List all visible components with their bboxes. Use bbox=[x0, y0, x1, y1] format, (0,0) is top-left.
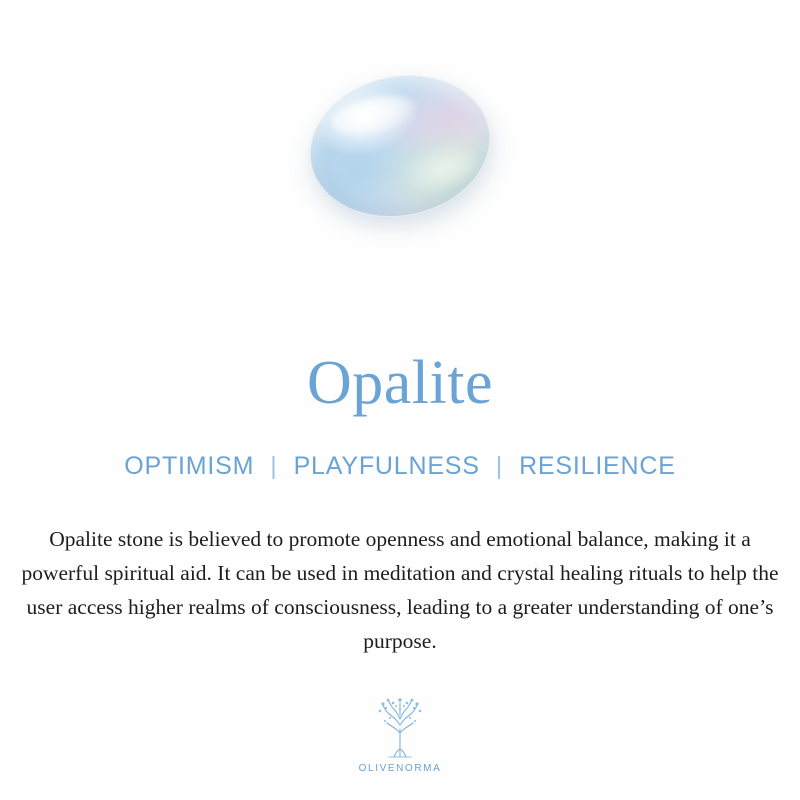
keyword-resilience: RESILIENCE bbox=[519, 452, 676, 480]
page-title: Opalite bbox=[307, 349, 493, 417]
keyword-optimism: OPTIMISM bbox=[124, 452, 255, 480]
stone-image-container bbox=[0, 0, 800, 300]
stone-rim-highlight bbox=[296, 59, 503, 234]
opalite-stone-image bbox=[296, 59, 503, 234]
description-text: Opalite stone is believed to promote openness and emotional balance, making it a powerful spiritual aid. It can be used in meditation and crystal healing rituals to help the user access higher realms of consciousness, leading to a greater understanding of one’s purpose. bbox=[21, 527, 779, 653]
brand-logo bbox=[359, 695, 442, 774]
brand-name: OLIVENORMA bbox=[358, 762, 442, 774]
keyword-separator-2: | bbox=[495, 452, 504, 480]
tree-of-life-icon bbox=[369, 695, 431, 761]
keyword-list bbox=[124, 452, 675, 481]
keyword-separator-1: | bbox=[270, 452, 278, 480]
keyword-playfulness: PLAYFULNESS bbox=[293, 452, 480, 480]
